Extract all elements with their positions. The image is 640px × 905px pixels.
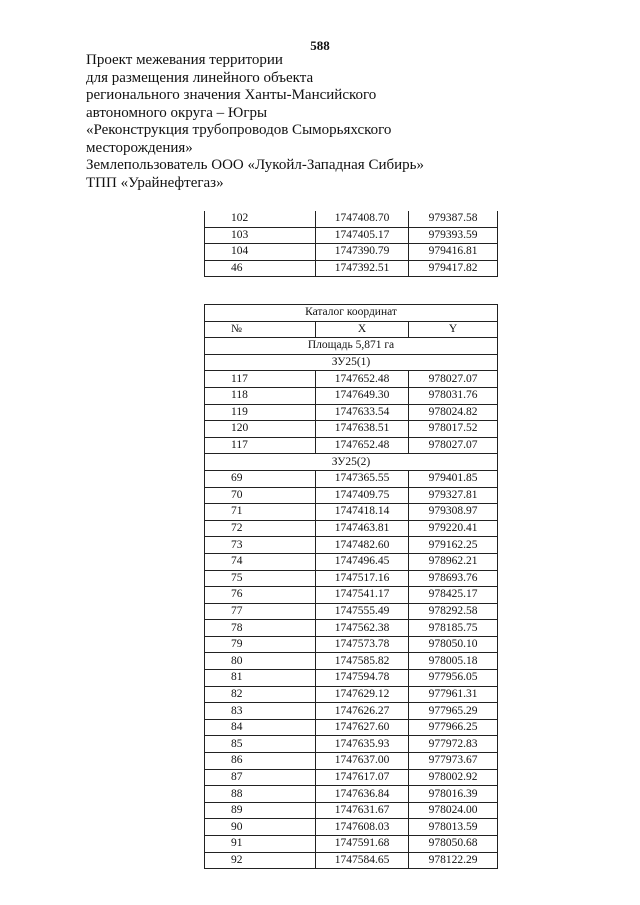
column-header-row	[205, 321, 498, 338]
point-number-cell: 71	[205, 504, 316, 521]
x-coordinate-cell: 1747390.79	[316, 244, 409, 261]
y-coordinate-cell: 978050.10	[409, 636, 498, 653]
point-number-cell: 119	[205, 404, 316, 421]
y-coordinate-cell: 978031.76	[409, 387, 498, 404]
x-coordinate-cell: 1747409.75	[316, 487, 409, 504]
page-number: 588	[310, 38, 330, 53]
point-number-cell: 69	[205, 470, 316, 487]
x-coordinate-cell: 1747638.51	[316, 421, 409, 438]
area-row	[205, 338, 498, 355]
x-coordinate-cell: 1747584.65	[316, 852, 409, 869]
point-number-cell: 70	[205, 487, 316, 504]
x-coordinate-cell: 1747636.84	[316, 786, 409, 803]
point-number-cell: 103	[205, 227, 316, 244]
x-coordinate-cell: 1747652.48	[316, 437, 409, 454]
point-number-cell: 91	[205, 836, 316, 853]
point-number-cell: 88	[205, 786, 316, 803]
x-coordinate-cell: 1747555.49	[316, 603, 409, 620]
y-coordinate-cell: 979220.41	[409, 520, 498, 537]
table-row	[205, 786, 498, 803]
area-label: Площадь 5,871 га	[205, 338, 498, 355]
table-row	[205, 587, 498, 604]
y-coordinate-cell: 978005.18	[409, 653, 498, 670]
y-coordinate-cell: 977972.83	[409, 736, 498, 753]
point-number-cell: 77	[205, 603, 316, 620]
header-line: ТПП «Урайнефтегаз»	[86, 174, 224, 191]
point-number-cell: 81	[205, 670, 316, 687]
header-line: Землепользователь ООО «Лукойл-Западная Сибирь»	[86, 157, 424, 173]
header-line: автономного округа – Югры	[86, 104, 268, 121]
y-coordinate-cell: 978050.68	[409, 836, 498, 853]
point-number-cell: 74	[205, 553, 316, 570]
x-coordinate-cell: 1747608.03	[316, 819, 409, 836]
point-number-cell: 104	[205, 244, 316, 261]
y-coordinate-cell: 978292.58	[409, 603, 498, 620]
y-coordinate-cell: 979416.81	[409, 244, 498, 261]
point-number-cell: 90	[205, 819, 316, 836]
y-coordinate-cell: 977973.67	[409, 753, 498, 770]
x-coordinate-cell: 1747633.54	[316, 404, 409, 421]
y-coordinate-cell: 979327.81	[409, 487, 498, 504]
point-number-cell: 102	[205, 211, 316, 227]
y-coordinate-cell: 979308.97	[409, 504, 498, 521]
x-coordinate-cell: 1747517.16	[316, 570, 409, 587]
header-line: месторождения»	[86, 139, 193, 156]
catalog-title: Каталог координат	[205, 305, 498, 322]
x-coordinate-cell: 1747482.60	[316, 537, 409, 554]
x-coordinate-cell: 1747573.78	[316, 636, 409, 653]
table-row	[205, 520, 498, 537]
y-coordinate-cell: 977965.29	[409, 703, 498, 720]
table-row	[205, 371, 498, 388]
table-row	[205, 836, 498, 853]
document-header	[86, 52, 556, 192]
y-coordinate-cell: 978024.00	[409, 802, 498, 819]
point-number-cell: 89	[205, 802, 316, 819]
table-row	[205, 227, 498, 244]
y-coordinate-cell: 979162.25	[409, 537, 498, 554]
table-row	[205, 636, 498, 653]
point-number-cell: 83	[205, 703, 316, 720]
point-number-cell: 117	[205, 437, 316, 454]
table-row	[205, 421, 498, 438]
x-coordinate-cell: 1747392.51	[316, 260, 409, 277]
x-coordinate-cell: 1747405.17	[316, 227, 409, 244]
table-row	[205, 404, 498, 421]
table-row	[205, 537, 498, 554]
table-row	[205, 211, 498, 227]
table-row	[205, 686, 498, 703]
y-coordinate-cell: 978017.52	[409, 421, 498, 438]
x-coordinate-cell: 1747594.78	[316, 670, 409, 687]
y-coordinate-cell: 979417.82	[409, 260, 498, 277]
x-coordinate-cell: 1747562.38	[316, 620, 409, 637]
point-number-cell: 85	[205, 736, 316, 753]
table-row	[205, 852, 498, 869]
point-number-cell: 75	[205, 570, 316, 587]
y-coordinate-cell: 978016.39	[409, 786, 498, 803]
y-coordinate-cell: 978027.07	[409, 371, 498, 388]
table-row	[205, 769, 498, 786]
y-coordinate-cell: 978425.17	[409, 587, 498, 604]
column-header-x: X	[316, 321, 409, 338]
x-coordinate-cell: 1747591.68	[316, 836, 409, 853]
x-coordinate-cell: 1747631.67	[316, 802, 409, 819]
table-row	[205, 603, 498, 620]
table-row	[205, 719, 498, 736]
x-coordinate-cell: 1747496.45	[316, 553, 409, 570]
table-row	[205, 736, 498, 753]
table-row	[205, 553, 498, 570]
point-number-cell: 76	[205, 587, 316, 604]
section-header-row	[205, 454, 498, 471]
table-row	[205, 802, 498, 819]
point-number-cell: 120	[205, 421, 316, 438]
section-header-row	[205, 354, 498, 371]
x-coordinate-cell: 1747617.07	[316, 769, 409, 786]
point-number-cell: 87	[205, 769, 316, 786]
point-number-cell: 73	[205, 537, 316, 554]
table-row	[205, 819, 498, 836]
header-line: «Реконструкция трубопроводов Сыморьяхского	[86, 122, 392, 138]
point-number-cell: 46	[205, 260, 316, 277]
y-coordinate-cell: 978122.29	[409, 852, 498, 869]
y-coordinate-cell: 978002.92	[409, 769, 498, 786]
header-line: для размещения линейного объекта	[86, 69, 314, 86]
table-row	[205, 504, 498, 521]
table-row	[205, 653, 498, 670]
table-row	[205, 387, 498, 404]
table-row	[205, 437, 498, 454]
x-coordinate-cell: 1747365.55	[316, 470, 409, 487]
y-coordinate-cell: 979393.59	[409, 227, 498, 244]
table-row	[205, 703, 498, 720]
section-name: ЗУ25(1)	[205, 354, 498, 371]
point-number-cell: 92	[205, 852, 316, 869]
y-coordinate-cell: 977956.05	[409, 670, 498, 687]
point-number-cell: 117	[205, 371, 316, 388]
table-row	[205, 260, 498, 277]
x-coordinate-cell: 1747649.30	[316, 387, 409, 404]
point-number-cell: 78	[205, 620, 316, 637]
coordinate-catalog-table	[204, 304, 498, 869]
point-number-cell: 79	[205, 636, 316, 653]
x-coordinate-cell: 1747463.81	[316, 520, 409, 537]
x-coordinate-cell: 1747408.70	[316, 211, 409, 227]
catalog-title-row	[205, 305, 498, 322]
table-row	[205, 753, 498, 770]
y-coordinate-cell: 978024.82	[409, 404, 498, 421]
y-coordinate-cell: 978185.75	[409, 620, 498, 637]
x-coordinate-cell: 1747635.93	[316, 736, 409, 753]
point-number-cell: 80	[205, 653, 316, 670]
coordinates-table-continued	[204, 211, 498, 277]
x-coordinate-cell: 1747541.17	[316, 587, 409, 604]
header-line: регионального значения Ханты-Мансийского	[86, 87, 377, 103]
table-row	[205, 620, 498, 637]
y-coordinate-cell: 978013.59	[409, 819, 498, 836]
x-coordinate-cell: 1747637.00	[316, 753, 409, 770]
table-row	[205, 570, 498, 587]
header-line: Проект межевания территории	[86, 52, 283, 68]
x-coordinate-cell: 1747626.27	[316, 703, 409, 720]
point-number-cell: 72	[205, 520, 316, 537]
x-coordinate-cell: 1747627.60	[316, 719, 409, 736]
y-coordinate-cell: 977966.25	[409, 719, 498, 736]
x-coordinate-cell: 1747629.12	[316, 686, 409, 703]
y-coordinate-cell: 979387.58	[409, 211, 498, 227]
x-coordinate-cell: 1747418.14	[316, 504, 409, 521]
section-name: ЗУ25(2)	[205, 454, 498, 471]
table-row	[205, 670, 498, 687]
point-number-cell: 84	[205, 719, 316, 736]
column-header-number: №	[205, 321, 316, 338]
y-coordinate-cell: 978027.07	[409, 437, 498, 454]
table-row	[205, 244, 498, 261]
table-row	[205, 470, 498, 487]
point-number-cell: 118	[205, 387, 316, 404]
x-coordinate-cell: 1747652.48	[316, 371, 409, 388]
y-coordinate-cell: 978693.76	[409, 570, 498, 587]
column-header-y: Y	[409, 321, 498, 338]
point-number-cell: 82	[205, 686, 316, 703]
x-coordinate-cell: 1747585.82	[316, 653, 409, 670]
point-number-cell: 86	[205, 753, 316, 770]
y-coordinate-cell: 977961.31	[409, 686, 498, 703]
y-coordinate-cell: 979401.85	[409, 470, 498, 487]
table-row	[205, 487, 498, 504]
y-coordinate-cell: 978962.21	[409, 553, 498, 570]
